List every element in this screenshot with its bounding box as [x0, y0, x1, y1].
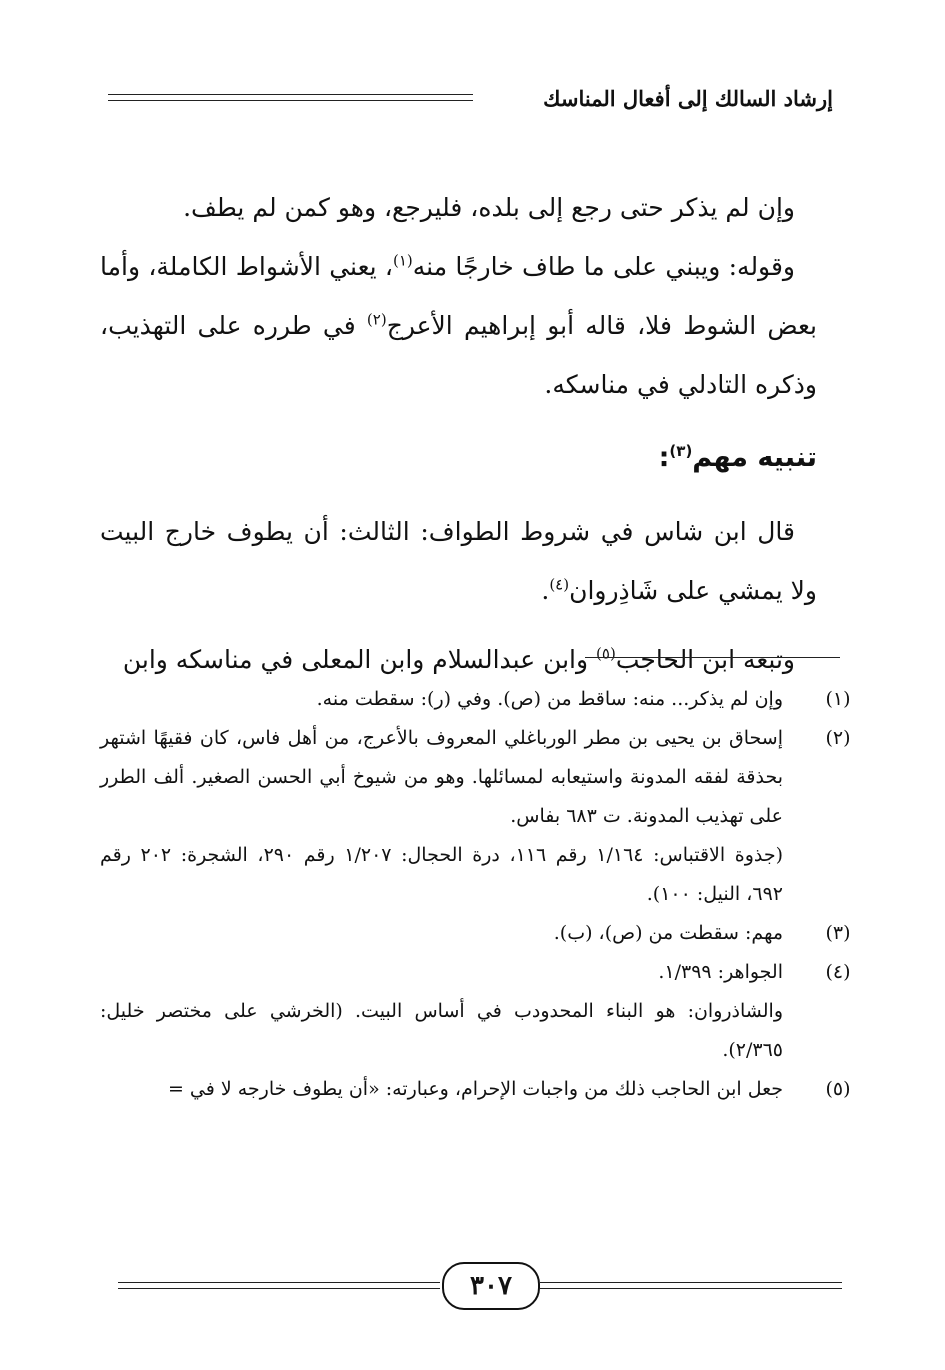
footnote-number: (٤): [825, 961, 851, 983]
main-text: [100, 178, 817, 689]
footnote-text: الجواهر: ١/٣٩٩.: [658, 961, 783, 983]
paragraph-3: قال ابن شاس في شروط الطواف: الثالث: أن يطوف خارج البيت ولا يمشي على شَاذِروان$^{(٤)}$.: [100, 517, 817, 605]
footer-rule-right: [540, 1282, 842, 1289]
header-double-rule: [108, 94, 473, 101]
paragraph-2: وقوله: ويبني على ما طاف خارجًا منه$^{(١)}$، يعني الأشواط الكاملة، وأما بعض الشوط فلا، قاله أبو إبراهيم الأعرج$^{(٢)}$ في طرره على التهذيب، وذكره التادلي في مناسكه.: [100, 251, 818, 399]
footnote-3: [100, 914, 863, 953]
footnote-ref-1[interactable]: (١): [393, 251, 413, 270]
footer-rule-left: [118, 1282, 440, 1289]
footnote-2: [100, 719, 863, 836]
footnote-number: (١): [825, 688, 851, 710]
footnote-2-sources: (جذوة الاقتباس: ١/١٦٤ رقم ١١٦، درة الحجال: ١/٢٠٧ رقم ٢٩٠، الشجرة: ٢٠٢ رقم ٦٩٢، النيل: ١٠٠).: [100, 844, 783, 905]
footnote-4-extra: والشاذروان: هو البناء المحدودب في أساس البيت. (الخرشي على مختصر خليل: ٢/٣٦٥).: [100, 1000, 783, 1061]
section-heading: تنبيه مهم$^{(٣)}$:: [658, 442, 817, 473]
page-number: ٣٠٧: [442, 1262, 540, 1310]
footnote-5: [100, 1070, 863, 1109]
footnote-text: إسحاق بن يحيى بن مطر الورباغلي المعروف بالأعرج، من أهل فاس، كان فقيهًا اشتهر بحذقة لفقه المدونة واستيعابه لمسائلها. وهو من شيوخ أبي الحسن الصغير. ألف الطرر على تهذيب المدونة. ت ٦٨٣ بفاس.: [100, 727, 783, 827]
footnote-text: جعل ابن الحاجب ذلك من واجبات الإحرام، وعبارته: «أن يطوف خارجه لا في =: [167, 1078, 783, 1100]
footnote-separator: [585, 657, 840, 658]
footnote-1: [100, 680, 863, 719]
footnotes: [100, 680, 863, 1109]
paragraph-1: وإن لم يذكر حتى رجع إلى بلده، فليرجع، وهو كمن لم يطف.: [183, 193, 795, 222]
footnote-text: وإن لم يذكر... منه: ساقط من (ص). وفي (ر): سقطت منه.: [316, 688, 783, 710]
paragraph-4: وتبعه ابن الحاجب$^{(٥)}$ وابن عبدالسلام وابن المعلى في مناسكه وابن: [122, 644, 795, 674]
footnote-number: (٣): [825, 922, 851, 944]
footnote-ref-3[interactable]: (٣): [669, 442, 693, 460]
footnote-ref-4[interactable]: (٤): [549, 575, 570, 594]
footnote-ref-5[interactable]: (٥): [596, 644, 616, 663]
footnote-text: مهم: سقطت من (ص)، (ب).: [553, 922, 783, 944]
book-title: إرشاد السالك إلى أفعال المناسك: [529, 84, 833, 114]
footnote-ref-2[interactable]: (٢): [366, 310, 387, 329]
footnote-number: (٢): [825, 727, 851, 749]
footnote-4: [100, 953, 863, 992]
footnote-number: (٥): [825, 1078, 851, 1100]
running-header: [108, 84, 833, 120]
